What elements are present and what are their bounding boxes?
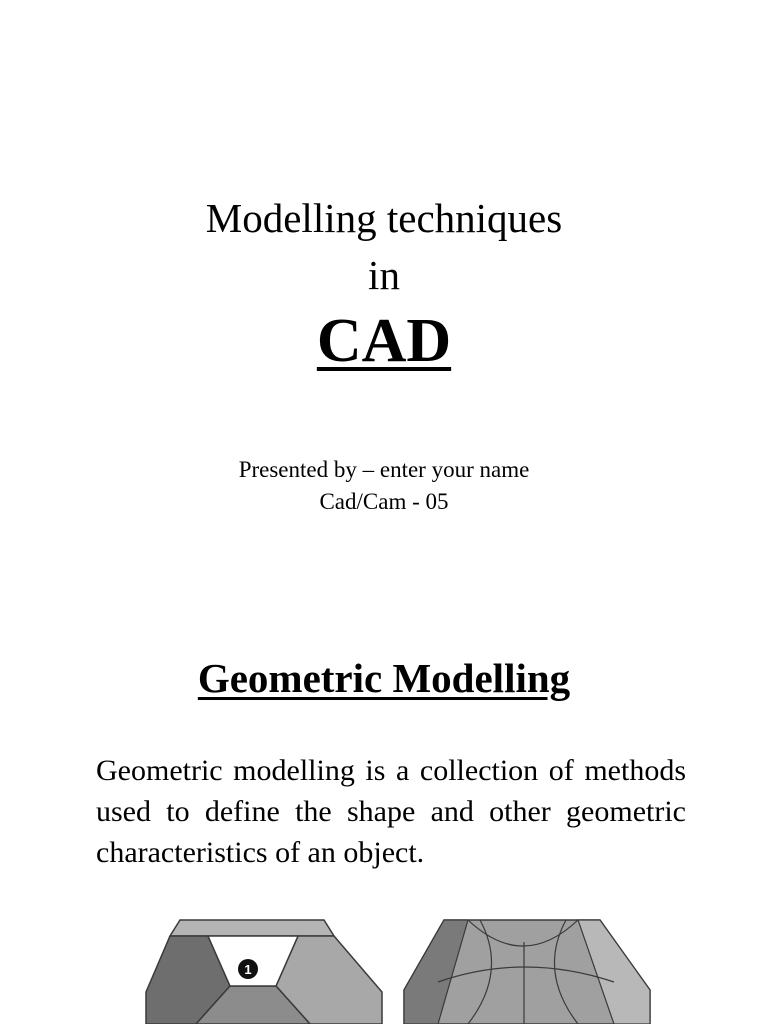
presenter-line: Presented by – enter your name bbox=[238, 457, 530, 482]
left-top-face bbox=[170, 920, 334, 936]
section-body: Geometric modelling is a collection of methods used to define the shape and other geometric characteristics of an object. bbox=[96, 754, 686, 869]
marker-label: 1 bbox=[244, 962, 252, 977]
main-title bbox=[0, 306, 768, 376]
title-line-2: in bbox=[368, 252, 400, 298]
polyhedron-figure bbox=[138, 912, 658, 1024]
title-line-1: Modelling techniques bbox=[205, 195, 563, 241]
section-heading bbox=[0, 652, 768, 704]
course-code: Cad/Cam - 05 bbox=[319, 489, 449, 514]
rounded-polyhedron bbox=[404, 920, 650, 1024]
hollow-polyhedron bbox=[146, 920, 382, 1024]
section-heading-text: Geometric Modelling bbox=[197, 655, 571, 701]
main-title-text: CAD bbox=[316, 307, 452, 375]
